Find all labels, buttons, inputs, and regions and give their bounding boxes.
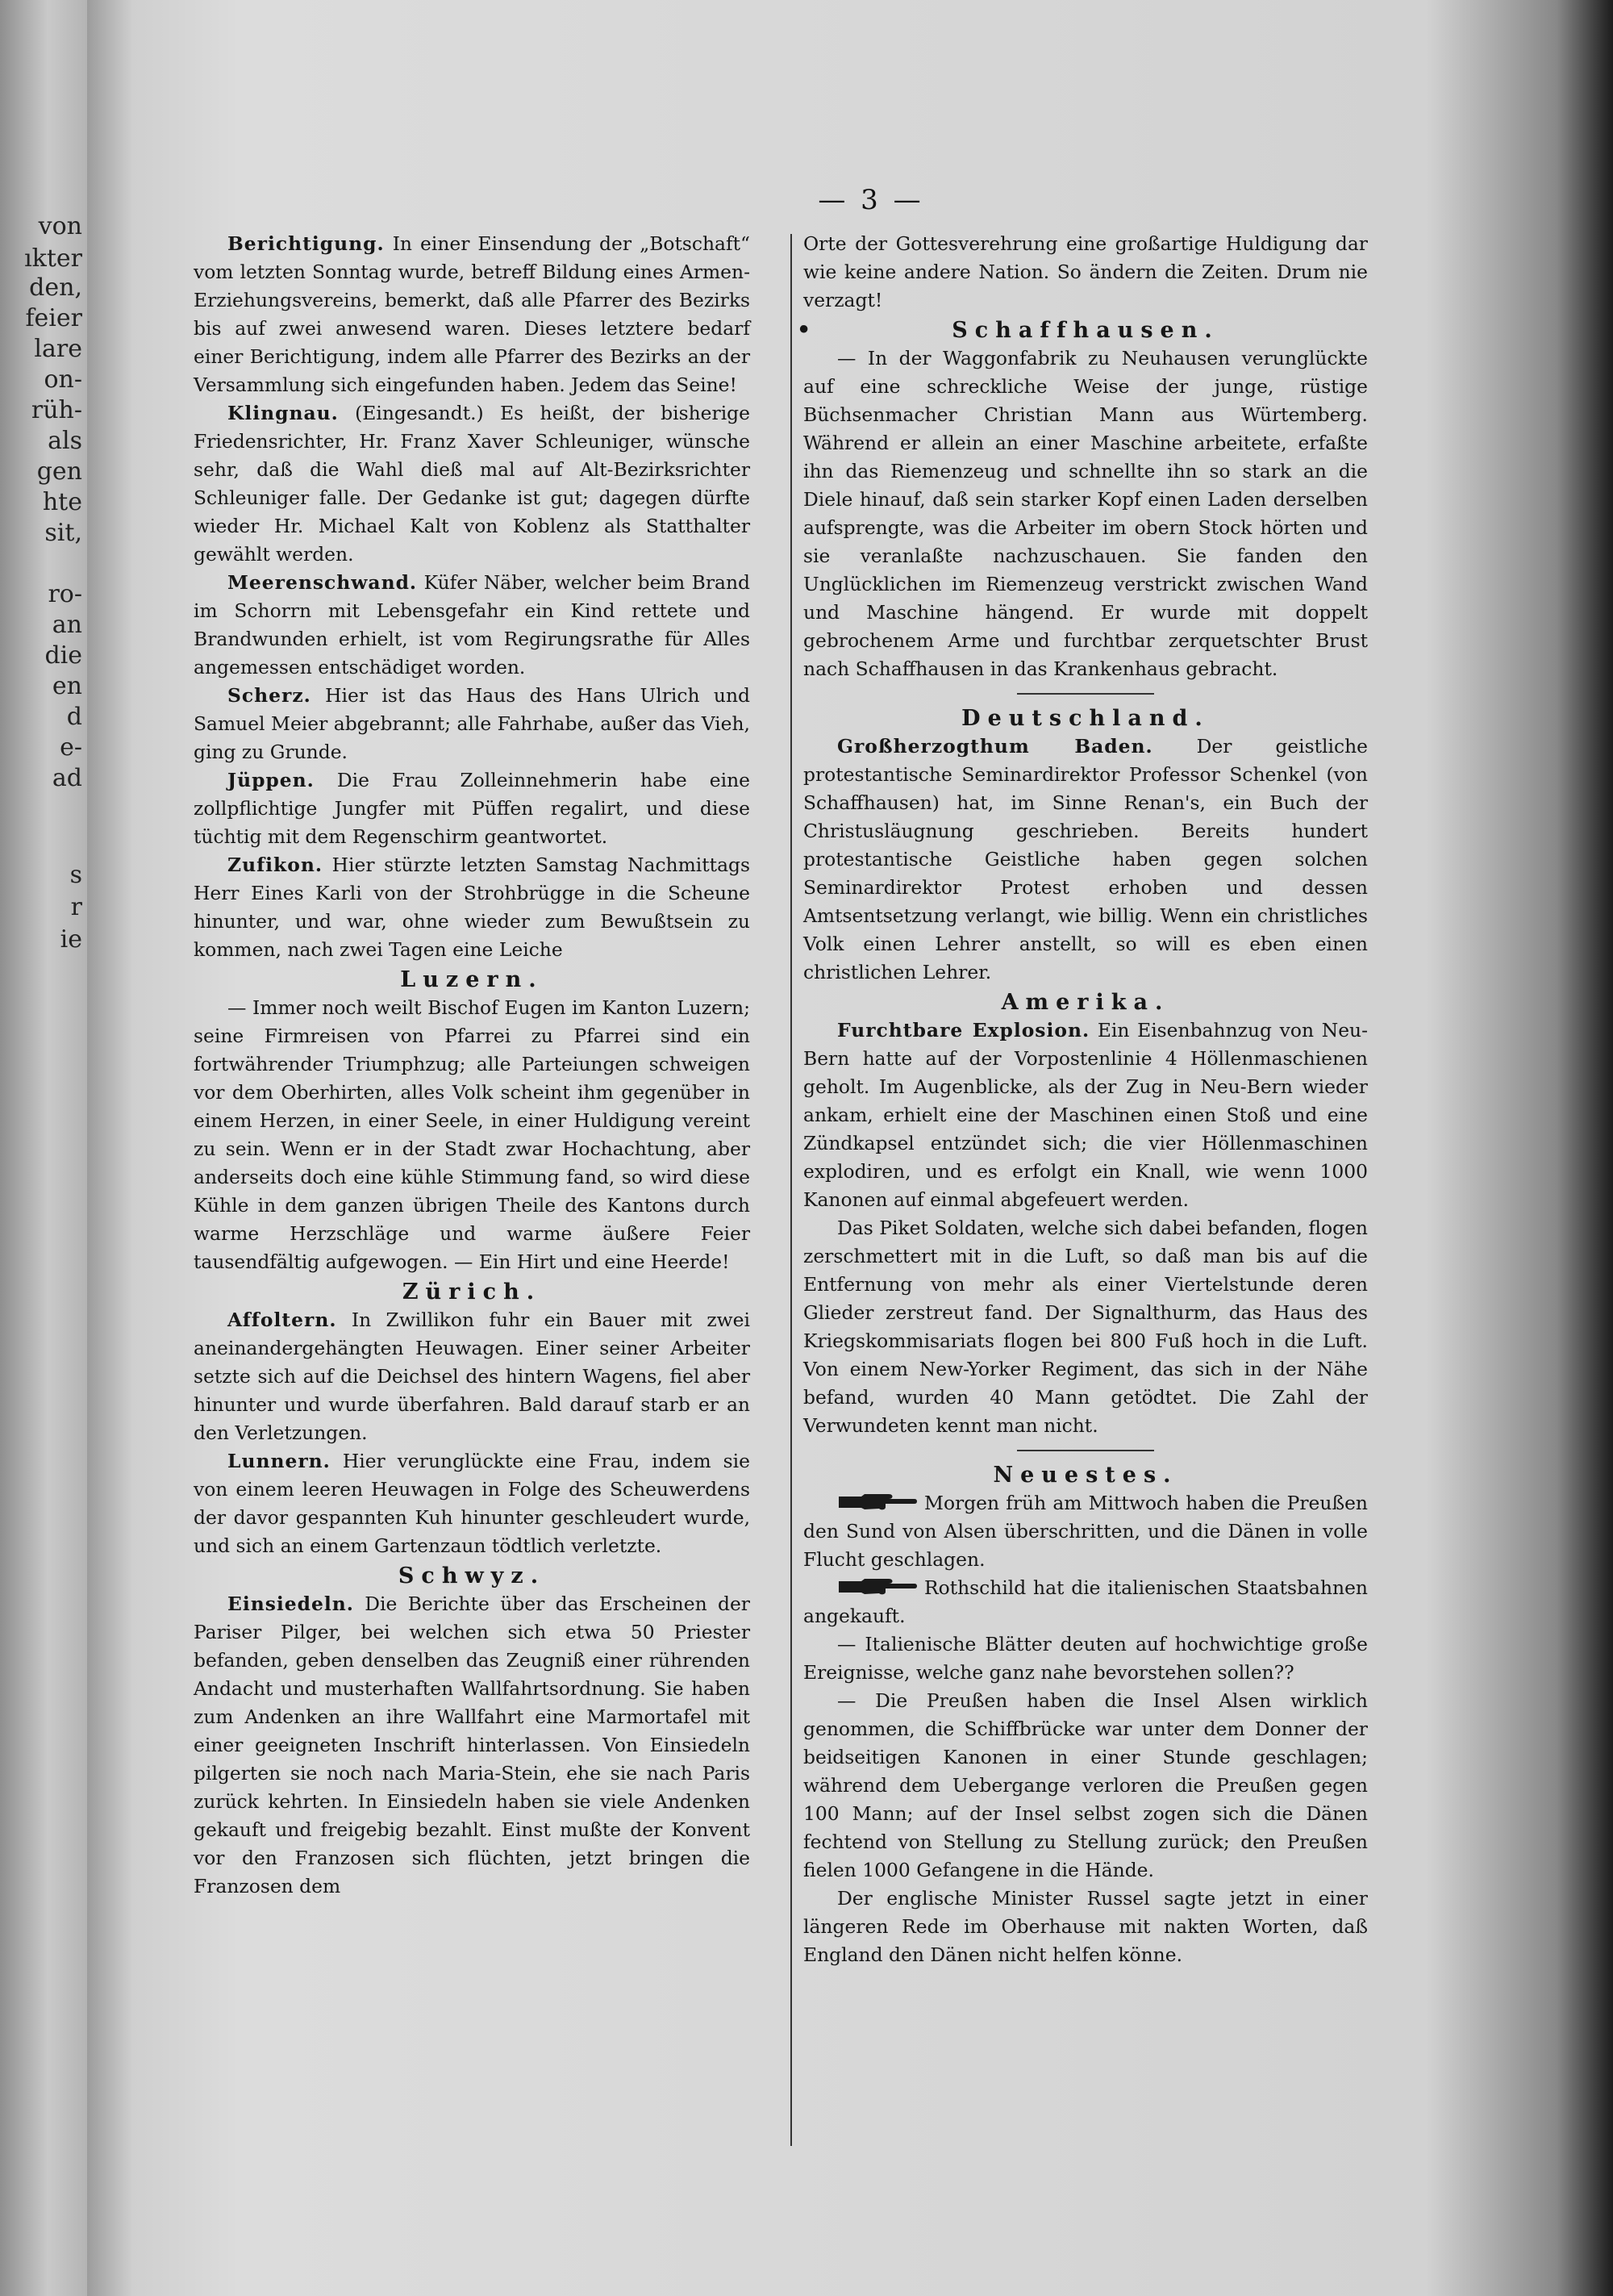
dateline: Berichtigung.: [227, 232, 385, 255]
margin-fragment: s: [69, 861, 82, 889]
page-number: — 3 —: [818, 184, 924, 216]
section-heading: [803, 1461, 1368, 1489]
dateline: Scherz.: [227, 684, 311, 707]
section-heading-text: Luzern.: [400, 967, 544, 992]
article-paragraph: [194, 682, 750, 766]
dateline: Meerenschwand.: [227, 571, 418, 594]
margin-fragment: ro-: [48, 580, 82, 608]
margin-fragment: von: [38, 212, 82, 240]
margin-fragment: lare: [34, 335, 82, 363]
article-text: Orte der Gottesverehrung eine großartige Huldigung dar wie keine andere Nation. So ändern die Zeiten. Drum nie verzagt!: [803, 232, 1368, 311]
article-paragraph: [194, 399, 750, 569]
margin-fragment: sit,: [44, 519, 82, 547]
dateline: Klingnau.: [227, 402, 339, 424]
section-heading: [194, 1562, 750, 1590]
article-text: — In der Waggonfabrik zu Neuhausen verunglückte auf eine schreckliche Weise der junge, rüstige Büchsenmacher Christian Mann aus Würtemberg. Während er allein an einer Maschine arbeitete, erfaßte ihn das Riemenzeug und schnellte ihn so stark an die Diele hinauf, daß sein starker Kopf einen Laden derselben aufsprengte, was die Arbeiter im obern Stock hörten und sie veranlaßte nachzuschauen. Sie fanden den Unglücklichen im Riemenzeug verstrickt zwischen Wand und Maschine hängend. Er wurde mit doppelt gebrochenem Arme und furchtbar zerquetschter Brust nach Schaffhausen in das Krankenhaus gebracht.: [803, 347, 1368, 680]
article-paragraph: [803, 1017, 1368, 1214]
section-heading-text: Schwyz.: [398, 1563, 546, 1588]
article-paragraph: [803, 1630, 1368, 1687]
dateline: Zufikon.: [227, 854, 323, 876]
article-text: Hier verunglückte eine Frau, indem sie von einem leeren Heuwagen in Folge des Scheuwerdens der davor gespannten Kuh hinunter geschleudert wurde, und sich an einem Gartenzaun tödtlich verletzte.: [194, 1450, 750, 1557]
dateline: Einsiedeln.: [227, 1593, 354, 1615]
article-text: Die Frau Zolleinnehmerin habe eine zollpflichtige Jungfer mit Püffen regalirt, und diese tüchtig mit dem Regenschirm geantwortet.: [194, 769, 750, 848]
article-text: Ein Eisenbahnzug von Neu-Bern hatte auf der Vorpostenlinie 4 Höllenmaschienen geholt. Im Augenblicke, als der Zug in Neu-Bern wieder ankam, erhielt eine der Maschinen einen Stoß und eine Zündkapsel entzündet sich; die vier Höllenmaschinen explodiren, und es erfolgt ein Knall, wie wenn 1000 Kanonen auf einmal abgefeuert werden.: [803, 1019, 1369, 1211]
section-heading-text: Deutschland.: [961, 706, 1210, 731]
margin-fragment: on-: [44, 365, 82, 394]
margin-fragment: als: [48, 427, 82, 455]
section-heading: [194, 966, 750, 994]
dateline: Lunnern.: [227, 1450, 331, 1472]
margin-fragment: den,: [29, 273, 82, 302]
column-divider: [790, 234, 792, 2146]
section-rule: [1017, 1450, 1154, 1451]
section-heading: [803, 988, 1368, 1017]
margin-fragment: hte: [42, 488, 82, 516]
article-paragraph: [803, 733, 1368, 987]
margin-fragment: ie: [60, 925, 82, 954]
dateline: Großherzogthum Baden.: [837, 735, 1153, 758]
margin-fragment: an: [52, 611, 82, 639]
article-text: Der englische Minister Russel sagte jetzt in einer längeren Rede im Oberhause mit nakten Worten, daß England den Dänen nicht helfen könne.: [803, 1887, 1368, 1966]
margin-fragment: gen: [36, 457, 82, 486]
article-paragraph: [194, 1590, 750, 1901]
article-paragraph: [194, 766, 750, 851]
right-column: [797, 230, 1369, 1969]
section-heading-text: Neuestes.: [993, 1463, 1178, 1488]
article-paragraph: [194, 994, 750, 1276]
section-heading-text: Amerika.: [1001, 990, 1170, 1015]
article-text: In Zwillikon fuhr ein Bauer mit zwei aneinandergehängten Heuwagen. Einer seiner Arbeiter setzte sich auf die Deichsel des hintern Wagens, fiel aber hinunter und wurde überfahren. Bald darauf starb er an den Verletzungen.: [194, 1309, 750, 1444]
article-paragraph: [194, 1447, 750, 1560]
article-paragraph: [803, 230, 1368, 315]
left-column: [194, 230, 750, 1901]
article-paragraph: [803, 1574, 1368, 1630]
previous-page-edge: [0, 0, 87, 2296]
article-text: Morgen früh am Mittwoch haben die Preußen den Sund von Alsen überschritten, und die Dänen in volle Flucht geschlagen.: [803, 1492, 1368, 1571]
article-text: Rothschild hat die italienischen Staatsbahnen angekauft.: [803, 1576, 1368, 1627]
article-text: — Immer noch weilt Bischof Eugen im Kanton Luzern; seine Firmreisen von Pfarrei zu Pfarrei sind ein fortwährender Triumphzug; alle Parteiungen schweigen vor dem Oberhirten, alles Volk scheint ihm gegenüber in einem Herzen, in einer Seele, in einer Huldigung vereint zu sein. Wenn er in der Stadt zwar Hochachtung, aber anderseits doch eine kühle Stimmung fand, so wird diese Kühle in dem ganzen übrigen Theile des Kantons durch warme Herzschläge und warme äußere Feier tausendfältig aufgewogen. — Ein Hirt und eine Heerde!: [194, 996, 750, 1273]
article-text: Die Berichte über das Erscheinen der Pariser Pilger, bei welchen sich etwa 50 Priester befanden, geben denselben das Zeugniß einer rührenden Andacht und musterhaften Wallfahrtsordnung. Sie haben zum Andenken an ihre Wallfahrt eine Marmortafel mit einer geeigneten Inschrift hinterlassen. Von Einsiedeln pilgerten sie noch nach Maria-Stein, ehe sie nach Paris zurück kehrten. In Einsiedeln haben sie viele Andenken gekauft und freigebig bezahlt. Einst mußte der Konvent vor den Franzosen sich flüchten, jetzt bringen die Franzosen dem: [194, 1593, 750, 1897]
dateline: Affoltern.: [227, 1309, 337, 1331]
article-text: Hier ist das Haus des Hans Ulrich und Samuel Meier abgebrannt; alle Fahrhabe, außer das Vieh, ging zu Grunde.: [194, 684, 750, 763]
dateline: Furchtbare Explosion.: [837, 1019, 1090, 1042]
article-paragraph: [194, 230, 750, 399]
margin-fragment: feier: [25, 304, 82, 332]
article-paragraph: [194, 851, 750, 964]
article-paragraph: [803, 1214, 1368, 1440]
article-paragraph: [803, 1885, 1368, 1969]
pointing-hand-icon: [837, 1492, 918, 1513]
pointing-hand-icon: [837, 1576, 918, 1597]
section-heading-text: Schaffhausen.: [952, 318, 1219, 343]
margin-fragment: e-: [60, 733, 82, 762]
article-paragraph: [194, 1306, 750, 1447]
margin-fragment: d: [66, 703, 82, 731]
article-paragraph: [803, 1687, 1368, 1885]
article-text: — Italienische Blätter deuten auf hochwichtige große Ereignisse, welche ganz nahe bevorstehen sollen??: [803, 1633, 1368, 1684]
article-text: Küfer Näber, welcher beim Brand im Schorrn mit Lebensgefahr ein Kind rettete und Brandwunden erhielt, ist vom Regirungsrathe für Alles angemessen entschädiget worden.: [194, 571, 750, 678]
page-shadow: [1426, 0, 1613, 2296]
section-heading: [797, 316, 1368, 344]
margin-fragment: ıkter: [24, 244, 82, 273]
newspaper-page: [87, 0, 1613, 2296]
article-text: Hier stürzte letzten Samstag Nachmittags Herr Eines Karli von der Strohbrügge in die Scheune hinunter, und war, ohne wieder zum Bewußtsein zu kommen, nach zwei Tagen eine Leiche: [194, 854, 750, 961]
section-heading: [803, 704, 1368, 733]
section-heading: [194, 1278, 750, 1306]
heading-bullet: •: [797, 318, 819, 343]
article-text: Der geistliche protestantische Seminardirektor Professor Schenkel (von Schaffhausen) hat, im Sinne Renan's, ein Buch der Christusläugnung geschrieben. Bereits hundert protestantische Geistliche haben gegen solchen Seminardirektor Protest erhoben und dessen Amtsentsetzung verlangt, wie billig. Wenn ein christliches Volk einen Lehrer anstellt, so will es eben einen christlichen Lehrer.: [803, 735, 1368, 983]
margin-fragment: r: [70, 893, 82, 921]
article-text: (Eingesandt.) Es heißt, der bisherige Friedensrichter, Hr. Franz Xaver Schleuniger, wünsche sehr, daß die Wahl dieß mal auf Alt-Bezirksrichter Schleuniger falle. Der Gedanke ist gut; dagegen dürfte wieder Hr. Michael Kalt von Koblenz als Statthalter gewählt werden.: [194, 402, 750, 566]
margin-fragment: die: [44, 641, 82, 670]
article-paragraph: [194, 569, 750, 682]
margin-fragment: ad: [52, 764, 82, 792]
article-paragraph: [803, 344, 1368, 683]
article-text: In einer Einsendung der „Botschaft“ vom letzten Sonntag wurde, betreff Bildung eines Armen-Erziehungsvereins, bemerkt, daß alle Pfarrer des Bezirks bis auf zwei anwesend waren. Dieses letztere bedarf einer Berichtigung, indem alle Pfarrer des Bezirks an der Versammlung sich eingefunden haben. Jedem das Seine!: [194, 232, 750, 396]
article-text: — Die Preußen haben die Insel Alsen wirklich genommen, die Schiffbrücke war unter dem Donner der beidseitigen Kanonen in einer Stunde geschlagen; während dem Uebergange verloren die Preußen gegen 100 Mann; auf der Insel selbst zogen sich die Dänen fechtend von Stellung zu Stellung zurück; den Preußen fielen 1000 Gefangene in die Hände.: [803, 1689, 1368, 1881]
article-paragraph: [803, 1489, 1368, 1574]
section-rule: [1017, 693, 1154, 695]
margin-fragment: rüh-: [31, 396, 82, 424]
section-heading-text: Zürich.: [402, 1279, 542, 1305]
margin-fragment: en: [52, 672, 82, 700]
dateline: Jüppen.: [227, 769, 315, 791]
article-text: Das Piket Soldaten, welche sich dabei befanden, flogen zerschmettert mit in die Luft, so daß man bis auf die Entfernung von mehr als einer Viertelstunde deren Glieder zerstreut fand. Der Signalthurm, das Haus des Kriegskommisariats flogen bei 800 Fuß hoch in die Luft. Von einem New-Yorker Regiment, das sich in der Nähe befand, wurden 40 Mann getödtet. Die Zahl der Verwundeten kennt man nicht.: [803, 1217, 1368, 1437]
